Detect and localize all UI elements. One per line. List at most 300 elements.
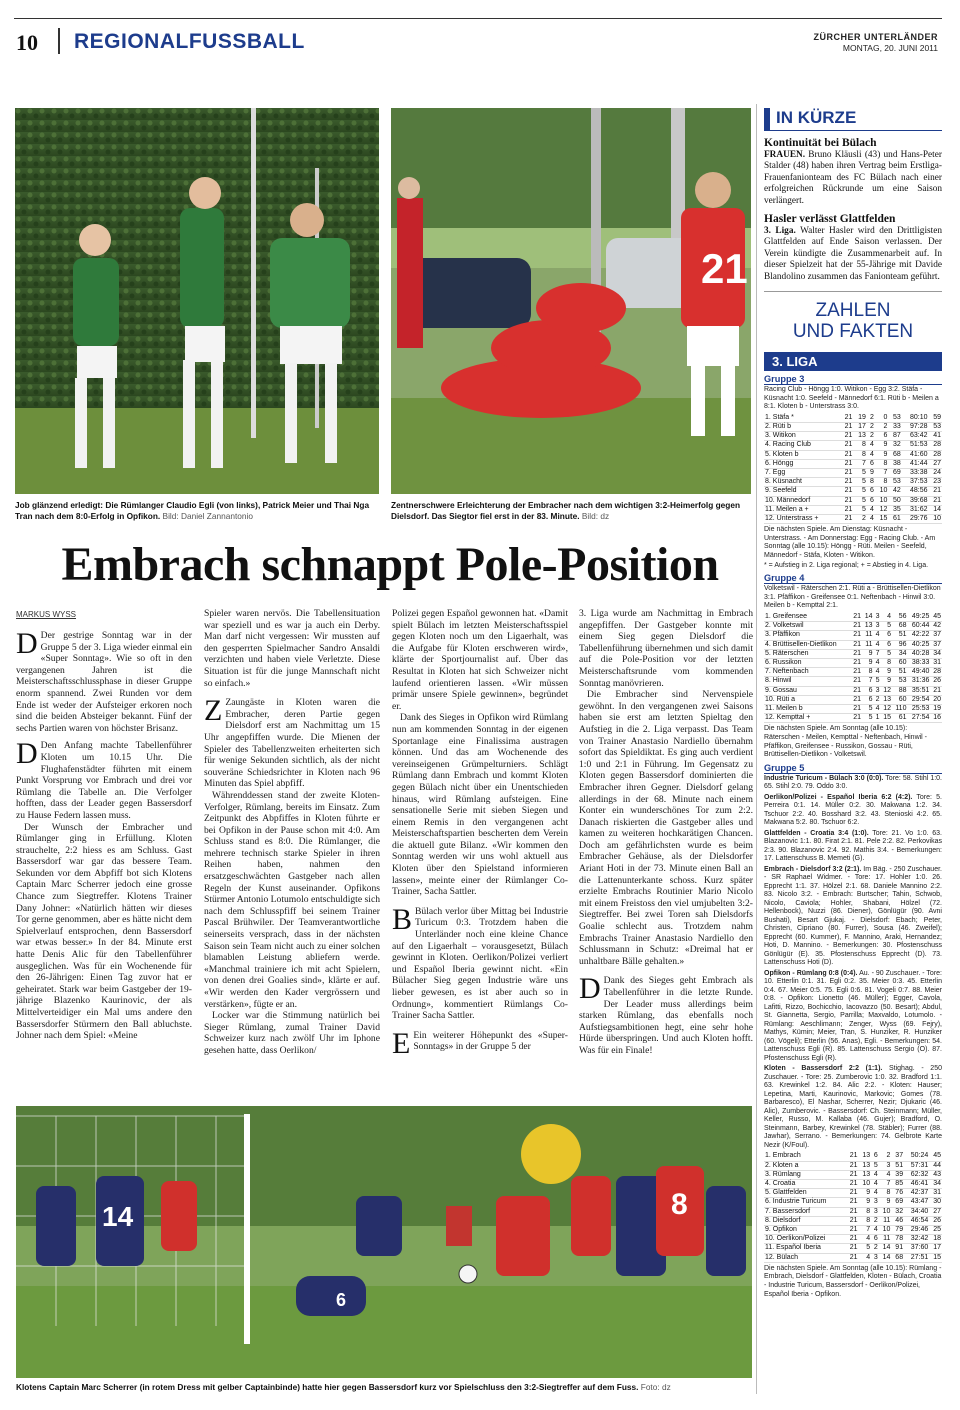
stat-cell: 33:38 (910, 469, 928, 477)
group-5-table (764, 1152, 942, 1262)
stat-cell: 21 (853, 649, 862, 657)
stat-cell: 76 (895, 1189, 904, 1197)
stat-cell: 13 (862, 1161, 871, 1169)
stat-cell: 5 (873, 1161, 878, 1169)
stat-cell: 62:32 (910, 1170, 929, 1178)
col3-p2: Dank des Sieges in Opfikon wird Rümlang nun am kommenden Sonntag in der eigenen Sportanlage eine Finalissima austragen können. Und das am Wochenende des vereinseigenen Grümpelturniers. Schlägt Rümlang dann Embrach und kommt Kloten gegen Bülach nicht über ein Unentschieden hinaus, wird Rümlang aufsteigen. Eine sensationelle Serie mit sieben Siegen und einem Remis in den vergangenen acht Meisterschaftspartien bescherten dem Verein die aktuell gute Bilanz. «Wir kommen den Sonntag werden wir uns wohl aktuell aus Kloten über den Spielstand informieren lassen», meinte einer der Rümlanger Co-Trainer, Sacha Sattler. (392, 712, 568, 898)
match-report-body: Im Bäg. - 250 Zuschauer. - SR Raphael Widmer. - Tore: 17. Hohler 1:0. 26. Epprecht 1:1. 37. Hölzel 2:1. 68. Daniele Mannino 2:2. 83. Nicolo 3:2. - Embrach: Burtscher; Tahin, Schwob, Nicolo, Caviola; Hohler, Shabani, Hölzel (72. Hellenbock), Nuzzi (86. Diener), Gönlügür (90. Avni Bushati), Besart Gjukaj. - Dielsdorf: Ebach; Peter, Christen, Cipriano (80. Furrer), Sousa (46. Zweifel); Epprecht (60. Kummer), F. Mannino, Araki, Hernandez; Hoti, D. Mannino. - Bemerkungen: 30. Pfostenschuss Gönlügür (E). 35. Pfostenschuss Epprecht (D). 73. Lattenschuss Hoti (D). (764, 865, 942, 967)
stat-cell: 21 (853, 668, 862, 676)
stat-cell: 37 (895, 1152, 904, 1160)
shirt-number: 21 (701, 245, 748, 292)
stat-cell: 21 (844, 515, 853, 523)
stat-cell: 21 (849, 1179, 858, 1187)
zahlen-title-line-1: ZAHLEN (815, 300, 891, 322)
stat-cell: 53 (893, 478, 901, 486)
col4-paragraph (579, 972, 753, 1056)
stat-cell: 53 (893, 413, 901, 421)
match-report-head: Oerlikon/Polizei - Español Iberia 6:2 (4:2). (764, 793, 913, 801)
stat-cell: 2 (861, 515, 866, 523)
photo-bottom-caption (16, 1382, 752, 1393)
stat-cell: 7 (861, 459, 866, 467)
stat-cell: 60 (898, 659, 907, 667)
team-cell: 6. Höngg (765, 459, 794, 467)
team-cell: 10. Oerlikon/Polizei (765, 1235, 826, 1243)
team-cell: 10. Rüti a (765, 695, 795, 703)
col4-p3: Dank des Sieges geht Embrach als Tabellenführer in die letzte Runde. Der Leader muss allerdings beim starken Rümlang, das ebenfalls noch Aufstiegsambitionen hegt, eine sehr hohe Hürde überspringen. Und auch Kloten hofft. Was für ein Finale! (579, 975, 753, 1056)
table-row (764, 631, 942, 640)
stat-cell: 3 (873, 1198, 878, 1206)
stat-cell: 10 (933, 515, 941, 523)
stat-cell: 29:54 (911, 695, 930, 703)
stat-cell: 21 (849, 1152, 858, 1160)
match-report-body: Tore: 21. Vo 1:0. 63. Blazanovic 1:1. 80. Firat 2:1. 81. Pele 2:2. 82. Perkovikas 2:3. 90. Blazanovic 2:4. 92. Mathis 3:4. - Bemerkungen: 17. Lattenschuss B. Memeti (G). (764, 829, 942, 863)
stat-cell: 3 (875, 613, 880, 621)
sidebar-divider (756, 104, 757, 1394)
stat-cell: 13 (862, 1152, 871, 1160)
stat-cell: 3 (875, 622, 880, 630)
stat-cell: 6 (870, 459, 874, 467)
stat-cell: 7 (886, 1179, 891, 1187)
stat-cell: 21 (844, 496, 853, 504)
sidebar (764, 108, 942, 1300)
photo-team-pileup (391, 108, 751, 494)
team-cell: 11. Español Iberia (765, 1244, 821, 1252)
team-cell: 2. Kloten a (765, 1161, 799, 1169)
stat-cell: 26 (933, 1216, 941, 1224)
col3-p1: Polizei gegen Español gewonnen hat. «Damit spielt Bülach im letzten Meisterschaftsspiel gegen Kloten noch um den Ligaerhalt, was die Aufgabe für Kloten erschweren wird», klärte der Sportjournalist auf. Über das Resultat in Kloten hat sich Schweizer nicht laufend orientieren lassen. «Wir müssen primär unsere Spiele gewinnen», begründet er. (392, 608, 568, 712)
stat-cell: 6 (868, 686, 873, 694)
stat-cell: 21 (844, 423, 853, 431)
header-rule (14, 18, 942, 19)
kurz-item-title: Hasler verlässt Glattfelden (764, 213, 896, 226)
stat-cell: 21 (853, 613, 862, 621)
stat-cell: 46:54 (910, 1216, 929, 1224)
stat-cell: 29:76 (910, 515, 928, 523)
stat-cell: 91 (895, 1244, 904, 1252)
stat-cell: 15 (933, 1253, 941, 1261)
match-report (764, 830, 942, 864)
team-cell: 11. Meilen a + (765, 505, 809, 513)
stat-cell: 28 (933, 450, 941, 458)
stat-cell: 4 (870, 441, 874, 449)
stat-cell: 10 (882, 1225, 891, 1233)
kurz-item-title: Kontinuität bei Bülach (764, 137, 877, 149)
stat-cell: 2 (875, 695, 880, 703)
table-row (764, 1179, 942, 1188)
table-row (764, 714, 942, 723)
stat-cell: 9 (870, 469, 874, 477)
stat-cell: 21 (844, 478, 853, 486)
team-cell: 6. Industrie Turicum (765, 1198, 827, 1206)
col1-p2: Den Anfang machte Tabellenführer Kloten um 10.15 Uhr. Die Flughafenstädter führten mit einem Punkt Vorsprung vor Embrach und drei vor Rümlang die Tabelle an. Die Verfolger hofften, dass der Leader gegen Bassersdorf zu Hause Federn lassen muss. (16, 740, 192, 821)
drop-cap: D (16, 737, 38, 771)
kurz-item-lead: 3. Liga. (764, 226, 796, 237)
stat-cell: 51 (898, 668, 907, 676)
stat-cell: 3 (873, 1207, 878, 1215)
stat-cell: 9 (868, 649, 873, 657)
shirt-number-8: 8 (671, 1188, 688, 1221)
stat-cell: 20 (933, 695, 941, 703)
stat-cell: 5 (887, 622, 891, 630)
stat-cell: 21 (844, 487, 853, 495)
stat-cell: 2 (883, 423, 888, 431)
stat-cell: 21 (853, 695, 862, 703)
photo-match-action (16, 1106, 752, 1378)
stat-cell: 37:53 (910, 478, 928, 486)
team-cell: 2. Volketswil (765, 622, 804, 630)
stat-cell: 80:10 (910, 413, 928, 421)
stat-cell: 16 (933, 714, 941, 722)
stat-cell: 42:37 (910, 1189, 929, 1197)
stat-cell: 68 (895, 1253, 904, 1261)
stat-cell: 38:33 (911, 659, 930, 667)
team-cell: 3. Witikon (765, 432, 796, 440)
stat-cell: 45 (933, 1152, 941, 1160)
stat-cell: 29:46 (910, 1225, 929, 1233)
table-row (764, 414, 942, 423)
match-report-head: Kloten - Bassersdorf 2:2 (1:1). (764, 1065, 883, 1073)
team-cell: 7. Bassersdorf (765, 1207, 811, 1215)
stat-cell: 68 (893, 450, 901, 458)
match-report-head: Industrie Turicum - Bülach 3:0 (0:0). (764, 774, 884, 782)
stat-cell: 5 (875, 677, 880, 685)
stat-cell: 11 (883, 1235, 891, 1243)
stat-cell: 8 (868, 668, 873, 676)
stat-cell: 11 (883, 1216, 891, 1224)
stat-cell: 6 (870, 496, 874, 504)
paper-name: ZÜRCHER UNTERLÄNDER (813, 32, 938, 42)
group-5-reports (764, 775, 942, 1151)
stat-cell: 4 (873, 1225, 878, 1233)
stat-cell: 8 (866, 1216, 871, 1224)
photo-left-credit: Bild: Daniel Zannantonio (162, 511, 253, 521)
stat-cell: 68 (898, 622, 907, 630)
stat-cell: 28 (933, 668, 941, 676)
col1-paragraph (16, 630, 192, 734)
photo-left-caption (15, 500, 379, 522)
stat-cell: 10 (879, 496, 888, 504)
stat-cell: 35 (893, 505, 901, 513)
table-row (764, 432, 942, 441)
stat-cell: 9 (886, 1198, 891, 1206)
stat-cell: 9 (866, 1189, 871, 1197)
table-row (764, 640, 942, 649)
match-report (764, 1065, 942, 1150)
table-row (764, 668, 942, 677)
stat-cell: 21 (849, 1189, 858, 1197)
stat-cell: 4 (866, 1235, 871, 1243)
stat-cell: 30 (933, 1198, 941, 1206)
stat-cell: 96 (898, 640, 907, 648)
stat-cell: 6 (887, 631, 891, 639)
stat-cell: 37 (933, 640, 941, 648)
stat-cell: 4 (873, 1179, 878, 1187)
table-row (764, 505, 942, 514)
stat-cell: 21 (844, 469, 853, 477)
stat-cell: 21 (853, 677, 862, 685)
stat-cell: 5 (868, 714, 873, 722)
drop-cap: D (16, 630, 38, 660)
page-number: 10 (16, 30, 38, 55)
stat-cell: 12 (883, 705, 891, 713)
stat-cell: 25 (933, 1225, 941, 1233)
drop-cap: B (392, 902, 413, 936)
stat-cell: 6 (873, 1235, 878, 1243)
table-row (764, 1253, 942, 1262)
stat-cell: 39 (895, 1170, 904, 1178)
photo-left-caption-text: Job glänzend erledigt: Die Rümlanger Claudio Egli (von links), Patrick Meier und Thai Nga Tran nach dem 8:0-Erfolg in Opfikon. (15, 500, 370, 521)
stat-cell: 27 (933, 1207, 941, 1215)
stat-cell: 34:40 (910, 1207, 929, 1215)
stat-cell: 5 (866, 1244, 871, 1252)
table-row (764, 1225, 942, 1234)
table-row (764, 1216, 942, 1225)
match-report-head: Opfikon - Rümlang 0:8 (0:4). (764, 969, 858, 977)
stat-cell: 4 (886, 1170, 891, 1178)
group-5-next-games: Die nächsten Spiele. Am Sonntag (alle 10.15): Rümlang - Embrach, Dielsdorf - Glattfelden, Kloten - Bülach, Croatia - Industrie Turicum, Bassersdorf - Oerlikon/Polizei, Español Iberia - Opfikon. (764, 1264, 942, 1298)
table-row (764, 1207, 942, 1216)
stat-cell: 3 (873, 1253, 878, 1261)
stat-cell: 31:62 (910, 505, 928, 513)
stat-cell: 34 (933, 649, 941, 657)
stat-cell: 69 (893, 469, 901, 477)
col4-p1: 3. Liga wurde am Nachmittag in Embrach angepfiffen. Der Gastgeber konnte mit einem Sieg gegen Dielsdorf die Tabellenführung übernehmen und sich damit auf die Pole-Position vor der letzten Meisterschaftsrunde vom kommenden Sonntag manövrieren. (579, 608, 753, 689)
table-row (764, 1170, 942, 1179)
col2-p2: Zaungäste in Kloten waren die Embracher, deren Partie gegen Dielsdorf erst am Nachmittag um 15 Uhr angepfiffen wurde. Die Mienen der Spieler des Tabellenzweiten erheiterten sich für wenige Sekunden sichtlich, als der nicht souveräne Schiedsrichter in Kloten nach 96 Minuten das Spiel abpfiff. (204, 697, 380, 790)
team-cell: 1. Greifensee (765, 613, 808, 621)
team-cell: 4. Brüttisellen-Dietlikon (765, 640, 837, 648)
col3-p4: Ein weiterer Höhepunkt des «Super-Sonntags» in der Gruppe 5 der (413, 1029, 568, 1053)
in-kuerze-box (764, 137, 942, 283)
col3-p3: Bülach verlor über Mittag bei Industrie Turicum 0:3. Trotzdem haben die Unterländer noch eine kleine Chance auf den Ligaerhalt – vorausgesetzt, Bülach gewinnt in Kloten. Oerlikon/Polizei verliert und Español Iberia gewinnt nicht. «Ein Bülacher Sieg gegen Industrie wäre uns lieber gewesen, es ist aber auch so in Ordnung», kommentiert Rümlangs Co-Trainer Sacha Sattler. (392, 905, 568, 1022)
team-cell: 12. Bülach (765, 1253, 799, 1261)
group-3-next-games: Die nächsten Spiele. Am Dienstag: Küsnacht - Unterstrass. - Am Donnerstag: Egg - Racing Club. - Am Sonntag (alle 10.15): Höngg - Rüti. Meilen - Seefeld, Männedorf - Stäfa, Kloten - Witikon. (764, 526, 936, 560)
stat-cell: 21 (849, 1244, 858, 1252)
match-report (764, 775, 942, 792)
stat-cell: 9 (868, 659, 873, 667)
table-row (764, 1161, 942, 1170)
stat-cell: 41:60 (910, 450, 928, 458)
stat-cell: 21 (853, 714, 862, 722)
group-4-next-games: Die nächsten Spiele. Am Sonntag (alle 10.15): Räterschen - Meilen, Kempttal - Neftenbach, Hinwil - Pfäffikon, Greifensee - Russikon, Gossau - Rüti, Brüttisellen-Dietlikon - Volketswil. (764, 725, 928, 759)
stat-cell: 21 (844, 505, 853, 513)
stat-cell: 31:36 (911, 677, 930, 685)
stat-cell: 1 (875, 714, 880, 722)
stat-cell: 21 (844, 432, 853, 440)
team-cell: 9. Opfikon (765, 1225, 797, 1233)
col2-p1: Spieler waren nervös. Die Tabellensituation war speziell und es war ja auch ein Derby. Man darf nicht vergessen: Wir mussten auf den gesperrten Spielmacher Sandro Ansaldi verzichten und haben viele Verletzte. Diese Situation ist für die junge Mannschaft nicht so einfach.» (204, 608, 380, 689)
stat-cell: 69 (895, 1198, 904, 1206)
stat-cell: 13 (864, 622, 873, 630)
table-row (764, 1152, 942, 1161)
stat-cell: 21 (853, 631, 862, 639)
stat-cell: 97:28 (910, 423, 928, 431)
table-row (764, 450, 942, 459)
stat-cell: 5 (861, 505, 866, 513)
drop-cap: Z (204, 694, 223, 728)
stat-cell: 8 (866, 1207, 871, 1215)
stat-cell: 14 (864, 613, 873, 621)
stat-cell: 6 (868, 695, 873, 703)
stat-cell: 34 (898, 649, 907, 657)
stat-cell: 19 (858, 413, 866, 421)
article-byline: MARKUS WYSS (16, 610, 77, 619)
article-column-4 (579, 608, 753, 1090)
stat-cell: 35:51 (911, 686, 930, 694)
stat-cell: 51 (895, 1161, 904, 1169)
stat-cell: 8 (883, 478, 888, 486)
stat-cell: 21 (849, 1235, 858, 1243)
stat-cell: 40:28 (911, 649, 930, 657)
stat-cell: 4 (873, 1189, 878, 1197)
stat-cell: 3 (875, 686, 880, 694)
photo-right-credit: Bild: dz (581, 511, 610, 521)
stat-cell: 2 (870, 413, 874, 421)
team-cell: 4. Racing Club (765, 441, 811, 449)
stat-cell: 17 (933, 1244, 941, 1252)
drop-cap: D (579, 972, 601, 1006)
table-row (764, 423, 942, 432)
stat-cell: 6 (887, 640, 891, 648)
table-row (764, 677, 942, 686)
team-cell: 6. Russikon (765, 659, 802, 667)
stat-cell: 9 (887, 677, 891, 685)
table-row (764, 622, 942, 631)
table-row (764, 459, 942, 468)
stat-cell: 2 (886, 1152, 891, 1160)
stat-cell: 7 (883, 469, 888, 477)
stat-cell: 37 (933, 631, 941, 639)
table-row (764, 659, 942, 668)
team-cell: 1. Embrach (765, 1152, 801, 1160)
header-separator (58, 28, 60, 54)
photo-right-caption-text: Zentnerschwere Erleichterung der Embracher nach dem wichtigen 3:2-Heimerfolg gegen Dielsdorf. Das Siegtor fiel erst in der 83. Minute. (391, 500, 741, 521)
stat-cell: 46 (895, 1216, 904, 1224)
stat-cell: 8 (870, 478, 874, 486)
stat-cell: 48:56 (910, 487, 928, 495)
group-5-title: Gruppe 5 (764, 763, 942, 774)
stat-cell: 21 (853, 659, 862, 667)
stat-cell: 13 (858, 432, 866, 440)
stat-cell: 79 (895, 1225, 904, 1233)
photo-left-image (15, 108, 379, 494)
photo-right-image (391, 108, 751, 494)
stat-cell: 53 (933, 423, 941, 431)
group-4-results: Volketswil - Räterschen 2:1. Rüti a - Brüttisellen-Dietlikon 3:1. Pfäffikon - Greifensee 0:1. Neftenbach - Hinwil 3:0. Meilen b - Kempttal 2:1. (764, 585, 941, 610)
stat-cell: 8 (861, 441, 866, 449)
stat-cell: 21 (844, 450, 853, 458)
stat-cell: 10 (862, 1179, 871, 1187)
stat-cell: 42 (893, 487, 901, 495)
stat-cell: 41:44 (910, 459, 928, 467)
stat-cell: 2 (870, 432, 874, 440)
table-row (764, 487, 942, 496)
stat-cell: 2 (873, 1244, 878, 1252)
stat-cell: 31 (933, 659, 941, 667)
table-row (764, 649, 942, 658)
stat-cell: 21 (844, 413, 853, 421)
stat-cell: 18 (933, 1235, 941, 1243)
stat-cell: 5 (887, 649, 891, 657)
stat-cell: 25:53 (911, 705, 930, 713)
table-row (764, 705, 942, 714)
team-cell: 3. Rümlang (765, 1170, 801, 1178)
stat-cell: 14 (933, 505, 941, 513)
team-cell: 11. Meilen b (765, 705, 803, 713)
stat-cell: 49:25 (911, 613, 930, 621)
table-row (764, 441, 942, 450)
stat-cell: 39:68 (910, 496, 928, 504)
shirt-number-6: 6 (336, 1290, 347, 1310)
stat-cell: 17 (858, 423, 866, 431)
stat-cell: 5 (861, 478, 866, 486)
col3-paragraph (392, 902, 568, 1022)
stat-cell: 24 (933, 469, 941, 477)
stat-cell: 6 (870, 487, 874, 495)
stat-cell: 14 (882, 1253, 891, 1261)
stat-cell: 50 (893, 496, 901, 504)
stat-cell: 9 (866, 1198, 871, 1206)
stat-cell: 27:54 (911, 714, 930, 722)
stat-cell: 4 (873, 1170, 878, 1178)
stat-cell: 8 (887, 659, 891, 667)
table-row (764, 496, 942, 505)
article-column-3 (392, 608, 568, 1090)
stat-cell: 21 (853, 622, 862, 630)
group-3-results: Racing Club - Höngg 1:0. Witikon - Egg 3:2. Stäfa - Küsnacht 1:0. Seefeld - Männedorf 6:1. Rüti b - Meilen a 8:1. Kloten b - Unterstrass 3:0. (764, 386, 939, 411)
stat-cell: 51:53 (910, 441, 928, 449)
stat-cell: 43 (933, 1170, 941, 1178)
team-cell: 5. Glattfelden (765, 1189, 807, 1197)
stat-cell: 50:24 (910, 1152, 929, 1160)
stat-cell: 59 (933, 413, 941, 421)
stat-cell: 21 (849, 1198, 858, 1206)
table-row (764, 686, 942, 695)
kurz-item-lead: FRAUEN. (764, 150, 806, 160)
stat-cell: 9 (883, 450, 888, 458)
stat-cell: 9 (883, 441, 888, 449)
match-report (764, 970, 942, 1064)
stat-cell: 12 (879, 505, 888, 513)
col1-p1: Der gestrige Sonntag war in der Gruppe 5 der 3. Liga wieder einmal ein «Super Sonntag». Wie so oft in den vergangenen Jahren ist die Meisterschaftsschlussphase in dieser Gruppe enorm spannend. Zwei Runden vor dem Ende ist weder der Aufsteiger erkoren noch sind die beiden Absteiger bekannt. Fünf der sechs Partien waren von höchster Brisanz. (16, 630, 192, 734)
stat-cell: 51 (898, 631, 907, 639)
match-report-body: Stighag. - 250 Zuschauer. - Tore: 25. Zumberovic 1:0. 32. Bradford 1:1. 63. Krewinkel 1:2. 84. Alic 2:2. - Kloten: Hauser; Lepetina, Marti, Kaurinovic, Markovic; Gomes (78. Barbaresco), El Nashar, Scherrer, Nezir; Djukaric (46. Alic), Zumberovic. - Bassersdorf: Ch. Steinmann; Müller, Keller, Russo, M. Kallaba (46. Gujer); Bradford, O. Steinmann, Barbey, Krewinkel (78. Stäbler); Furrer (88. Jawhar), Serrano. - Bemerkungen: 74. Gelbrote Karte Nezir (K/Foul). (764, 1065, 942, 1149)
stat-cell: 40:25 (911, 640, 930, 648)
match-report-body: Tore: 5. Perreira 0:1. 14. Müller 0:2. 30. Makwana 1:2. 34. Tschuor 2:2. 40. Bosshard 3:2. 43. Stenioski 4:2. 65. Makwana 5:2. 80. Tschuor 6:2. (764, 793, 942, 827)
stat-cell: 21 (849, 1170, 858, 1178)
kurz-item-text (764, 150, 942, 207)
group-4-table (764, 613, 942, 723)
stat-cell: 12 (883, 686, 891, 694)
group-3-table (764, 414, 942, 524)
stat-cell: 42:22 (911, 631, 930, 639)
stat-cell: 27:51 (910, 1253, 929, 1261)
stat-cell: 21 (933, 487, 941, 495)
stat-cell: 21 (849, 1225, 858, 1233)
stat-cell: 8 (886, 1189, 891, 1197)
stat-cell: 110 (895, 705, 907, 713)
table-row (764, 1198, 942, 1207)
stat-cell: 26 (933, 677, 941, 685)
group-3-legend: * = Aufstieg in 2. Liga regional; + = Abstieg in 4. Liga. (764, 561, 929, 569)
stat-cell: 57:31 (910, 1161, 929, 1169)
stat-cell: 61 (898, 714, 907, 722)
col2-p3: Währenddessen stand der zweite Kloten-Verfolger, Rümlang, bereits im Einsatz. Zum Zeitpunkt des Abpfiffes in Kloten führte er bei Opfikon in der Pause schon mit 4:0. Am Schluss stand es 8:0. Die Rümlanger, die mehrere technisch starke Spieler in ihren Reihen haben, nahmen den ersatzgeschwächten Gastgeber nach allen Regeln der Kunst auseinander. Opfikons Stürmer Antonio Lotumolo entschuldigte sich nach dem Schlusspfiff bei seinem Trainer Pascal Brühwiler. Der Teamverantwortliche seinerseits versprach, dass in der nächsten Saison sein Team nicht auch zu einer solchen blamablen Leistung abliefern werde. «Manchmal trainiere ich mit acht Spielern, von denen drei Goalies sind», klärte er auf. «Wir werden den Kader vergrössern und verstärken», fügte er an. (204, 789, 380, 1010)
stat-cell: 21 (849, 1161, 858, 1169)
paper-masthead (814, 32, 939, 54)
team-cell: 10. Männedorf (765, 496, 811, 504)
stat-cell: 88 (898, 686, 907, 694)
